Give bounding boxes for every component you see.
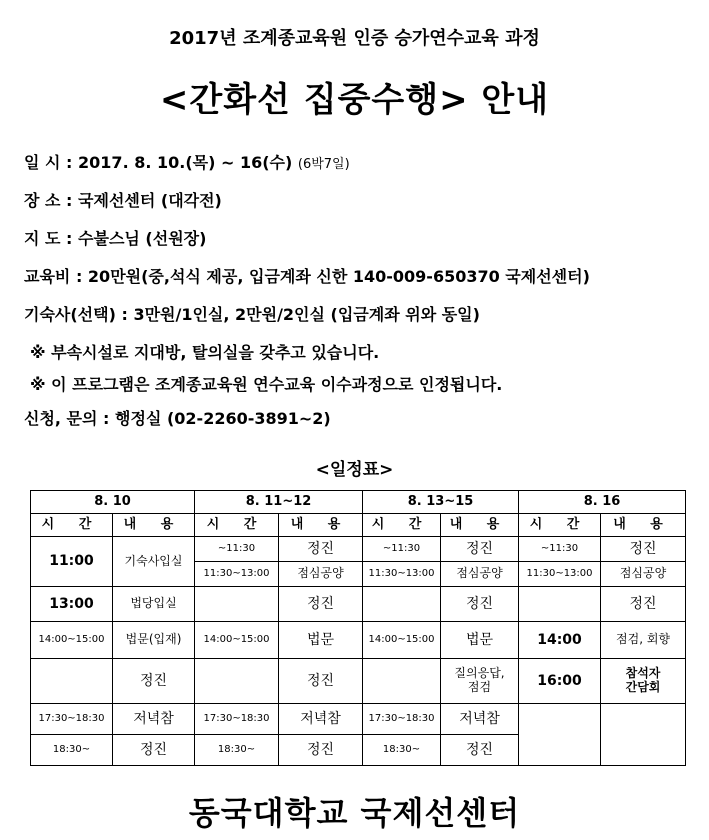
schedule-time-empty bbox=[195, 587, 279, 622]
schedule-item: 정진 bbox=[279, 659, 363, 704]
table-row bbox=[31, 537, 686, 562]
schedule-time: 17:30~18:30 bbox=[363, 704, 441, 735]
guide-label: 지 도 : bbox=[24, 229, 73, 248]
info-place bbox=[24, 188, 222, 211]
table-row bbox=[31, 704, 686, 735]
schedule-time: 14:00~15:00 bbox=[363, 622, 441, 659]
page-title: <간화선 집중수행> 안내 bbox=[159, 80, 550, 120]
info-fee bbox=[24, 264, 590, 287]
schedule-item: 참석자 간담회 bbox=[601, 659, 686, 704]
dorm-label: 기숙사(선택) : bbox=[24, 305, 128, 324]
col-content-header: 내 용 bbox=[441, 514, 519, 537]
schedule-time: 18:30~ bbox=[363, 735, 441, 766]
place-value: 국제선센터 (대각전) bbox=[78, 191, 222, 210]
schedule-item: 정진 bbox=[441, 735, 519, 766]
place-label: 장 소 : bbox=[24, 191, 73, 210]
date-value: 2017. 8. 10.(목) ~ 16(수) bbox=[78, 153, 293, 172]
schedule-time: ~11:30 bbox=[519, 537, 601, 562]
date-note: (6박7일) bbox=[297, 157, 350, 172]
schedule-item: 정진 bbox=[441, 587, 519, 622]
contact-label: 신청, 문의 : bbox=[24, 409, 110, 428]
schedule-title: <일정표> bbox=[315, 460, 394, 480]
col-time-header: 시 간 bbox=[363, 514, 441, 537]
schedule-item: 저녁참 bbox=[113, 704, 195, 735]
info-guide bbox=[24, 226, 206, 249]
schedule-item: 점심공양 bbox=[441, 562, 519, 587]
schedule-time: 11:00 bbox=[31, 537, 113, 587]
dorm-value: 3만원/1인실, 2만원/2인실 (입금계좌 위와 동일) bbox=[133, 305, 480, 324]
schedule-time-empty bbox=[195, 659, 279, 704]
schedule-time-empty bbox=[31, 659, 113, 704]
schedule-item: 법문(입재) bbox=[113, 622, 195, 659]
column-header-row bbox=[31, 514, 686, 537]
schedule-time-empty bbox=[363, 659, 441, 704]
schedule-time: 18:30~ bbox=[31, 735, 113, 766]
schedule-time: 13:00 bbox=[31, 587, 113, 622]
table-row bbox=[31, 659, 686, 704]
schedule-empty bbox=[519, 704, 601, 766]
day-header-row bbox=[31, 491, 686, 514]
col-content-header: 내 용 bbox=[279, 514, 363, 537]
schedule-time: 18:30~ bbox=[195, 735, 279, 766]
schedule-item: 저녁참 bbox=[441, 704, 519, 735]
schedule-item: 법당입실 bbox=[113, 587, 195, 622]
schedule-item: 정진 bbox=[279, 587, 363, 622]
info-dorm bbox=[24, 302, 480, 325]
schedule-time: 14:00~15:00 bbox=[31, 622, 113, 659]
note-facilities: ※ 부속시설로 지대방, 탈의실을 갖추고 있습니다. bbox=[30, 343, 380, 362]
col-time-header: 시 간 bbox=[195, 514, 279, 537]
schedule-item: 점심공양 bbox=[601, 562, 686, 587]
fee-value: 20만원(중,석식 제공, 입금계좌 신한 140-009-650370 국제선센터) bbox=[87, 267, 590, 286]
schedule-time: 17:30~18:30 bbox=[195, 704, 279, 735]
col-content-header: 내 용 bbox=[113, 514, 195, 537]
schedule-item: 정진 bbox=[113, 659, 195, 704]
schedule-item: 저녁참 bbox=[279, 704, 363, 735]
info-contact bbox=[24, 406, 331, 429]
day-header: 8. 10 bbox=[31, 491, 195, 514]
schedule-item: 정진 bbox=[279, 537, 363, 562]
schedule-item: 점검, 회향 bbox=[601, 622, 686, 659]
schedule-time-empty bbox=[363, 587, 441, 622]
schedule-time: 11:30~13:00 bbox=[363, 562, 441, 587]
col-time-header: 시 간 bbox=[31, 514, 113, 537]
schedule-time: 14:00 bbox=[519, 622, 601, 659]
date-label: 일 시 : bbox=[24, 153, 73, 172]
schedule-item: 정진 bbox=[113, 735, 195, 766]
day-header: 8. 11~12 bbox=[195, 491, 363, 514]
schedule-time: 11:30~13:00 bbox=[195, 562, 279, 587]
schedule-time-empty bbox=[519, 587, 601, 622]
day-header: 8. 16 bbox=[519, 491, 686, 514]
col-time-header: 시 간 bbox=[519, 514, 601, 537]
table-row bbox=[31, 622, 686, 659]
schedule-item: 법문 bbox=[279, 622, 363, 659]
schedule-item: 기숙사입실 bbox=[113, 537, 195, 587]
schedule-time: ~11:30 bbox=[363, 537, 441, 562]
info-date bbox=[24, 150, 350, 173]
schedule-item: 정진 bbox=[279, 735, 363, 766]
schedule-item: 정진 bbox=[601, 537, 686, 562]
contact-value: 행정실 (02-2260-3891~2) bbox=[115, 409, 331, 428]
schedule-item: 점심공양 bbox=[279, 562, 363, 587]
subtitle: 2017년 조계종교육원 인증 승가연수교육 과정 bbox=[169, 28, 540, 49]
schedule-item: 정진 bbox=[441, 537, 519, 562]
day-header: 8. 13~15 bbox=[363, 491, 519, 514]
col-content-header: 내 용 bbox=[601, 514, 686, 537]
schedule-time: ~11:30 bbox=[195, 537, 279, 562]
footer-organization: 동국대학교 국제선센터 bbox=[188, 794, 521, 832]
schedule-time: 17:30~18:30 bbox=[31, 704, 113, 735]
schedule-item: 정진 bbox=[601, 587, 686, 622]
schedule-time: 16:00 bbox=[519, 659, 601, 704]
schedule-item: 질의응답, 점검 bbox=[441, 659, 519, 704]
schedule-table bbox=[30, 490, 686, 766]
schedule-item: 법문 bbox=[441, 622, 519, 659]
guide-value: 수불스님 (선원장) bbox=[78, 229, 207, 248]
table-row bbox=[31, 587, 686, 622]
schedule-time: 11:30~13:00 bbox=[519, 562, 601, 587]
schedule-empty bbox=[601, 704, 686, 766]
schedule-time: 14:00~15:00 bbox=[195, 622, 279, 659]
fee-label: 교육비 : bbox=[24, 267, 83, 286]
note-certification: ※ 이 프로그램은 조계종교육원 연수교육 이수과정으로 인정됩니다. bbox=[30, 375, 503, 394]
